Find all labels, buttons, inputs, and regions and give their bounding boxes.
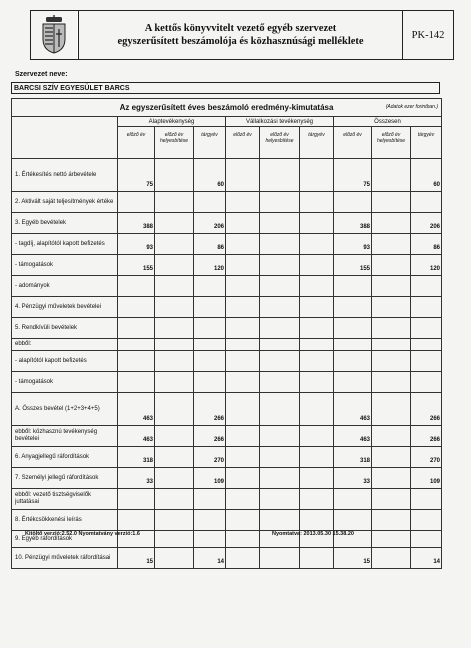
value-cell: 75 (118, 159, 155, 192)
value-cell: 463 (118, 426, 155, 447)
row-label: - tagdíj, alapítótól kapott befizetés (12, 234, 118, 255)
value-cell (300, 372, 334, 393)
table-row (12, 489, 442, 510)
value-cell (300, 351, 334, 372)
form-title (78, 11, 403, 59)
value-cell (260, 297, 300, 318)
value-cell (260, 468, 300, 489)
value-cell (226, 192, 260, 213)
value-cell (372, 489, 411, 510)
value-cell (155, 213, 194, 234)
value-cell: 75 (334, 159, 372, 192)
table-row (12, 159, 442, 192)
table-row (12, 276, 442, 297)
value-cell (155, 297, 194, 318)
table-title-cell (12, 99, 442, 117)
row-label: ebből: közhasznú tevékenység bevételei (12, 426, 118, 447)
value-cell (334, 318, 372, 339)
form-code: PK-142 (411, 29, 445, 41)
table-row (12, 447, 442, 468)
value-cell (300, 192, 334, 213)
value-cell (226, 510, 260, 531)
value-cell (194, 318, 226, 339)
row-label: ebből: vezető tisztségviselők juttatásai (12, 489, 118, 510)
table-row (12, 255, 442, 276)
value-cell (118, 489, 155, 510)
row-label: 10. Pénzügyi műveletek ráfordításai (12, 548, 118, 569)
value-cell (226, 447, 260, 468)
value-cell (194, 531, 226, 548)
row-label: - támogatások (12, 372, 118, 393)
group-header-basic-activity: Alaptevékenység (118, 117, 226, 127)
value-cell (226, 468, 260, 489)
value-cell: 270 (194, 447, 226, 468)
value-cell: 463 (334, 393, 372, 426)
value-cell (118, 192, 155, 213)
value-cell (411, 192, 442, 213)
value-cell (411, 297, 442, 318)
value-cell (411, 372, 442, 393)
value-cell (118, 297, 155, 318)
unit-note: (Adatok ezer forintban.) (385, 104, 438, 110)
table-row (12, 393, 442, 426)
value-cell (118, 351, 155, 372)
value-cell: 463 (118, 393, 155, 426)
value-cell (226, 489, 260, 510)
value-cell (118, 510, 155, 531)
value-cell (334, 192, 372, 213)
value-cell (300, 234, 334, 255)
value-cell (260, 234, 300, 255)
value-cell (155, 393, 194, 426)
row-label: 4. Pénzügyi műveletek bevételei (12, 297, 118, 318)
value-cell: 14 (194, 548, 226, 569)
value-cell (155, 339, 194, 351)
value-cell (334, 510, 372, 531)
table-title: Az egyszerűsített éves beszámoló eredmény-kimutatása (119, 103, 334, 112)
value-cell (260, 318, 300, 339)
table-row (12, 234, 442, 255)
value-cell (372, 447, 411, 468)
table-row (12, 192, 442, 213)
value-cell (118, 318, 155, 339)
value-cell (411, 318, 442, 339)
row-label: ebből: (12, 339, 118, 351)
value-cell: 120 (194, 255, 226, 276)
value-cell (194, 339, 226, 351)
value-cell (226, 426, 260, 447)
value-cell: 86 (411, 234, 442, 255)
value-cell: 388 (334, 213, 372, 234)
value-cell (411, 339, 442, 351)
value-cell (372, 159, 411, 192)
row-label: 9. Egyéb ráfordítások (12, 531, 118, 548)
value-cell (372, 531, 411, 548)
value-cell (334, 339, 372, 351)
value-cell (334, 297, 372, 318)
row-label: 7. Személyi jellegű ráfordítások (12, 468, 118, 489)
value-cell: 155 (334, 255, 372, 276)
value-cell (155, 426, 194, 447)
value-cell (411, 510, 442, 531)
value-cell (260, 192, 300, 213)
income-statement-table (11, 98, 442, 569)
value-cell (372, 372, 411, 393)
value-cell: 388 (118, 213, 155, 234)
value-cell: 463 (334, 426, 372, 447)
value-cell (372, 234, 411, 255)
subheader-cell: előző év helyesbítése (155, 127, 194, 159)
value-cell (300, 468, 334, 489)
value-cell (372, 393, 411, 426)
subheader-cell: tárgyév (300, 127, 334, 159)
value-cell (118, 372, 155, 393)
value-cell (194, 192, 226, 213)
value-cell (155, 372, 194, 393)
value-cell: 270 (411, 447, 442, 468)
row-label: 8. Értékcsökkenési leírás (12, 510, 118, 531)
value-cell (226, 297, 260, 318)
value-cell (260, 276, 300, 297)
table-row (12, 468, 442, 489)
value-cell: 266 (411, 426, 442, 447)
value-cell (411, 351, 442, 372)
value-cell (194, 276, 226, 297)
value-cell (372, 297, 411, 318)
value-cell: 14 (411, 548, 442, 569)
value-cell (260, 489, 300, 510)
value-cell (260, 255, 300, 276)
value-cell: 33 (334, 468, 372, 489)
value-cell (334, 372, 372, 393)
value-cell: 318 (334, 447, 372, 468)
value-cell (372, 468, 411, 489)
value-cell (155, 510, 194, 531)
value-cell (260, 372, 300, 393)
value-cell (300, 510, 334, 531)
value-cell (226, 351, 260, 372)
table-row (12, 351, 442, 372)
table-row (12, 339, 442, 351)
table-row (12, 426, 442, 447)
print-timestamp: Nyomtatva: 2013.05.30 15.38.20 (272, 531, 354, 537)
value-cell (226, 393, 260, 426)
value-cell: 109 (411, 468, 442, 489)
value-cell (300, 393, 334, 426)
value-cell (300, 159, 334, 192)
value-cell (118, 276, 155, 297)
value-cell (155, 531, 194, 548)
value-cell (226, 276, 260, 297)
row-label: 6. Anyagjellegű ráfordítások (12, 447, 118, 468)
value-cell (260, 548, 300, 569)
value-cell (300, 548, 334, 569)
value-cell (300, 276, 334, 297)
value-cell (226, 318, 260, 339)
value-cell (300, 213, 334, 234)
value-cell: 206 (194, 213, 226, 234)
subheader-cell: előző év (226, 127, 260, 159)
form-header (30, 10, 454, 60)
value-cell (155, 351, 194, 372)
value-cell (300, 339, 334, 351)
value-cell (155, 489, 194, 510)
value-cell (334, 489, 372, 510)
row-label: 2. Aktivált saját teljesítmények értéke (12, 192, 118, 213)
subheader-cell: előző év (118, 127, 155, 159)
value-cell: 60 (411, 159, 442, 192)
value-cell (194, 510, 226, 531)
value-cell (226, 548, 260, 569)
value-cell (226, 531, 260, 548)
value-cell (155, 318, 194, 339)
subheader-cell: előző év helyesbítése (372, 127, 411, 159)
value-cell (260, 393, 300, 426)
form-title-line1: A kettős könyvvitelt vezető egyéb szervezet (144, 23, 337, 34)
value-cell (372, 255, 411, 276)
value-cell (300, 318, 334, 339)
table-row (12, 318, 442, 339)
subheader-cell: tárgyév (411, 127, 442, 159)
value-cell (226, 234, 260, 255)
row-label: 5. Rendkívüli bevételek (12, 318, 118, 339)
table-row (12, 297, 442, 318)
value-cell: 206 (411, 213, 442, 234)
value-cell (155, 192, 194, 213)
value-cell (260, 159, 300, 192)
value-cell: 15 (118, 548, 155, 569)
value-cell (372, 351, 411, 372)
value-cell: 93 (334, 234, 372, 255)
value-cell (155, 234, 194, 255)
subheader-cell: előző év helyesbítése (260, 127, 300, 159)
subheader-cell: előző év (334, 127, 372, 159)
value-cell (372, 213, 411, 234)
value-cell (300, 426, 334, 447)
organization-name-field: BARCSI SZÍV EGYESÜLET BARCS (11, 82, 440, 94)
row-label: - alapítótól kapott befizetés (12, 351, 118, 372)
value-cell (155, 548, 194, 569)
row-label: - támogatások (12, 255, 118, 276)
table-row (12, 510, 442, 531)
value-cell (372, 510, 411, 531)
value-cell (372, 548, 411, 569)
value-cell (411, 531, 442, 548)
value-cell (411, 276, 442, 297)
value-cell: 266 (194, 393, 226, 426)
row-label: - adományok (12, 276, 118, 297)
value-cell: 109 (194, 468, 226, 489)
value-cell (260, 213, 300, 234)
value-cell (372, 426, 411, 447)
table-row (12, 372, 442, 393)
value-cell (300, 297, 334, 318)
value-cell: 120 (411, 255, 442, 276)
form-title-line2: egyszerűsített beszámolója és közhasznúsági melléklete (117, 36, 364, 47)
value-cell (260, 426, 300, 447)
value-cell (226, 213, 260, 234)
value-cell (260, 339, 300, 351)
value-cell (372, 276, 411, 297)
value-cell (300, 489, 334, 510)
value-cell (260, 351, 300, 372)
value-cell (411, 489, 442, 510)
label-header-cell (12, 117, 118, 159)
value-cell: 86 (194, 234, 226, 255)
value-cell: 318 (118, 447, 155, 468)
value-cell (155, 255, 194, 276)
value-cell (194, 351, 226, 372)
value-cell: 15 (334, 548, 372, 569)
value-cell: 33 (118, 468, 155, 489)
value-cell (194, 372, 226, 393)
value-cell (372, 192, 411, 213)
software-version: Kitöltő verzió:2.52.0 Nyomtatvány verzió:1.6 (25, 531, 140, 537)
value-cell: 60 (194, 159, 226, 192)
organization-label: Szervezet neve: (15, 71, 68, 78)
group-header-business-activity: Vállalkozási tevékenység (226, 117, 334, 127)
value-cell (300, 447, 334, 468)
value-cell (194, 489, 226, 510)
value-cell (226, 255, 260, 276)
value-cell (260, 447, 300, 468)
coat-of-arms-icon (31, 11, 78, 59)
value-cell: 266 (194, 426, 226, 447)
table-row (12, 213, 442, 234)
value-cell (334, 351, 372, 372)
value-cell (226, 159, 260, 192)
value-cell (155, 159, 194, 192)
subheader-cell: tárgyév (194, 127, 226, 159)
value-cell (194, 297, 226, 318)
value-cell (300, 255, 334, 276)
row-label: A. Összes bevétel (1+2+3+4+5) (12, 393, 118, 426)
row-label: 1. Értékesítés nettó árbevétele (12, 159, 118, 192)
value-cell (155, 468, 194, 489)
table-row (12, 548, 442, 569)
value-cell (334, 276, 372, 297)
value-cell: 266 (411, 393, 442, 426)
value-cell (155, 447, 194, 468)
row-label: 3. Egyéb bevételek (12, 213, 118, 234)
value-cell (226, 372, 260, 393)
value-cell: 155 (118, 255, 155, 276)
value-cell: 93 (118, 234, 155, 255)
value-cell (118, 339, 155, 351)
value-cell (372, 318, 411, 339)
value-cell (155, 276, 194, 297)
group-header-total: Összesen (334, 117, 442, 127)
value-cell (260, 510, 300, 531)
value-cell (372, 339, 411, 351)
value-cell (226, 339, 260, 351)
